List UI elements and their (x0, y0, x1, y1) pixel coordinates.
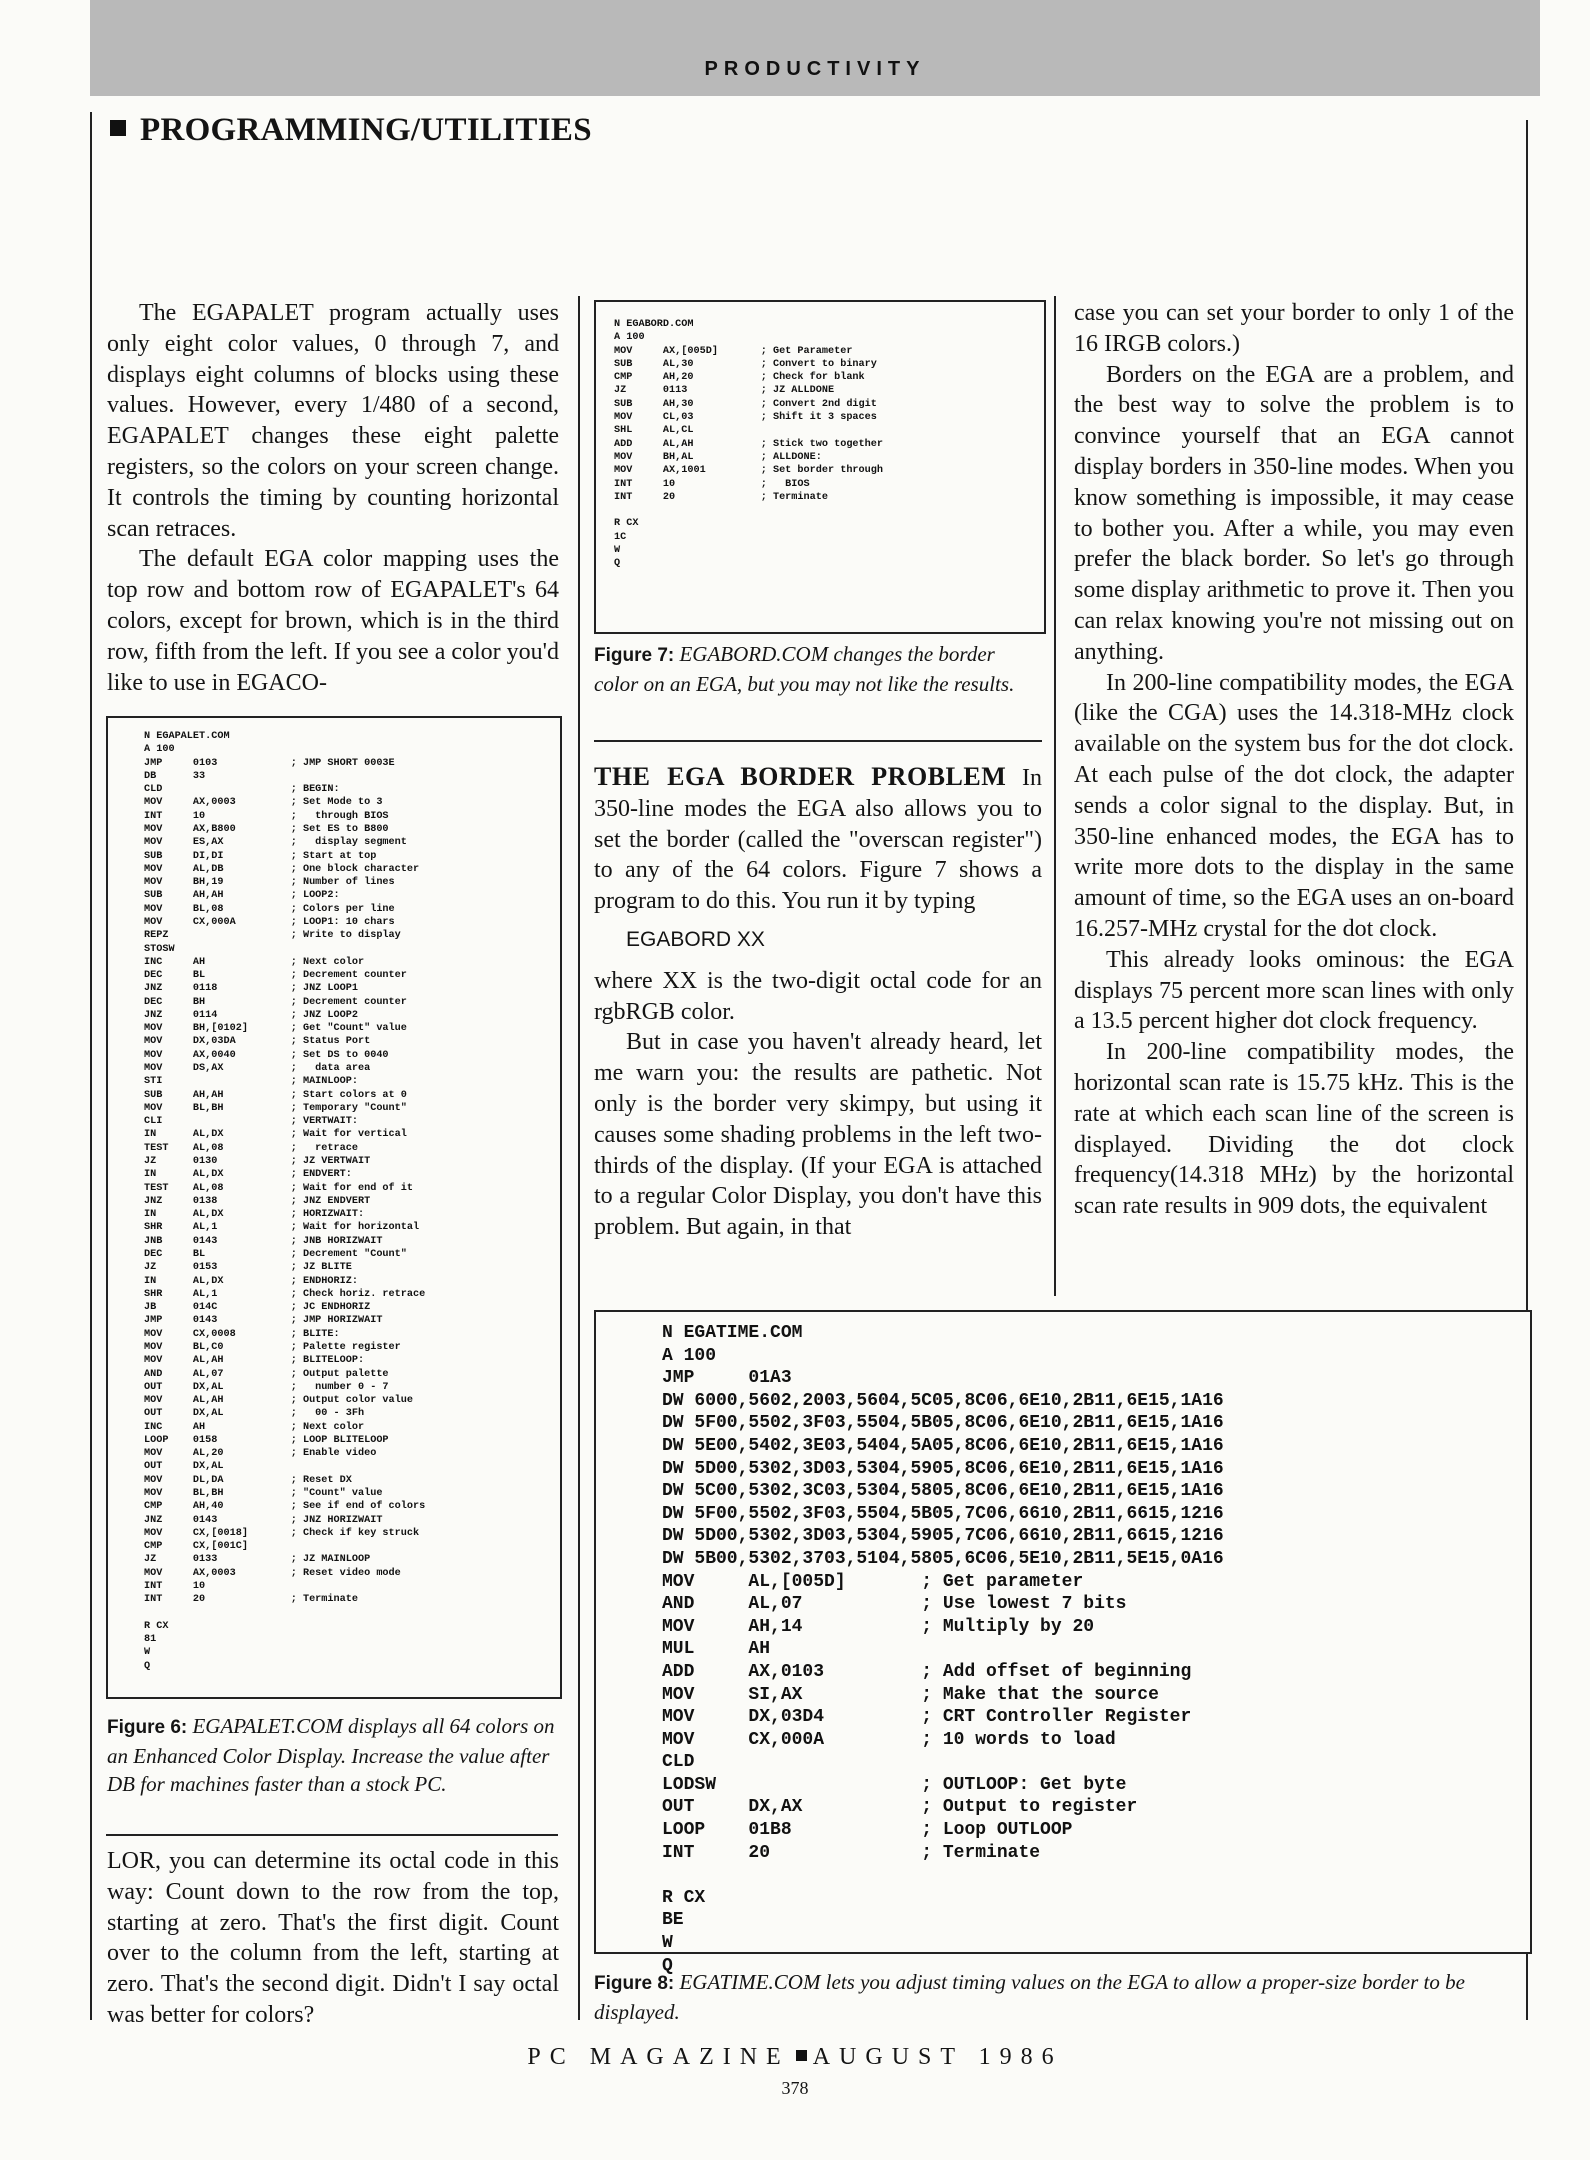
footer-issue-date: AUGUST 1986 (812, 2044, 1063, 2070)
left-frame-rule (90, 112, 92, 2020)
figure7-label: Figure 7: (594, 645, 675, 666)
column1-paragraph-2: The default EGA color mapping uses the top row and bottom row of EGAPALET's 64 colors, except for brown, which is in the third row, fifth from the left. If you see a color you'd like to use in EGACO- (107, 546, 559, 696)
column-divider-2 (1054, 296, 1056, 1296)
figure6-listing-box (106, 716, 562, 1699)
column1-bottom-text (107, 1846, 559, 2031)
section-title (110, 112, 592, 149)
figure7-caption (594, 640, 1042, 698)
column2-text (594, 762, 1042, 1243)
column1-paragraph-1: The EGAPALET program actually uses only eight color values, 0 through 7, and displays eight columns of blocks using these values. However, every 1/480 of a second, EGAPALET changes these eight palette registers, so the colors on your screen change. It controls the timing by counting horizontal scan retraces. (107, 300, 559, 542)
ega-border-problem-subhead: THE EGA BORDER PROBLEM (594, 762, 1007, 791)
column3-paragraph-1: case you can set your border to only 1 of the 16 IRGB colors.) (1074, 300, 1514, 357)
column2-paragraph-2: where XX is the two-digit octal code for an rgbRGB color. (594, 967, 1042, 1025)
column1-paragraph-3: LOR, you can determine its octal code in this way: Count down to the row from the top, starting at zero. That's the first digit. Count over to the column from the left, starting at zero. That's the second digit. Didn't I say octal was better for colors? (107, 1848, 559, 2028)
figure8-code: N EGATIME.COM A 100 JMP 01A3 DW 6000,5602,2003,5604,5C05,8C06,6E10,2B11,6E15,1A16 DW 5F00,5502,3F03,5504,5B05,8C06,6E10,2B11,6E15,1A16 DW 5E00,5402,3E03,5404,5A05,8C06,6E10,2B11,6E15,1A16 DW 5D00,5302,3D03,5304,5905,8C06,6E10,2B11,6E15,1A16 DW 5C00,5302,3C03,5304,5805,8C06,6E10,2B11,6E15,1A16 DW 5F00,5502,3F03,5504,5B05,7C06,6610,2B11,6615,1216 DW 5D00,5302,3D03,5304,5905,7C06,6610,2B11,6615,1216 DW 5B00,5302,3703,5104,5805,6C06,5E10,2B11,5E15,0A16 MOV AL,[005D] ; Get parameter AND AL,07 ; Use lowest 7 bits MOV AH,14 ; Multiply by 20 MUL AH ADD AX,0103 ; Add offset of beginning MOV SI,AX ; Make that the source MOV DX,03D4 ; CRT Controller Register MOV CX,000A ; 10 words to load CLD LODSW ; OUTLOOP: Get byte OUT DX,AX ; Output to register LOOP 01B8 ; Loop OUTLOOP INT 20 ; Terminate R CX BE W Q (662, 1323, 1224, 1976)
figure6-code: N EGAPALET.COM A 100 JMP 0103 ; JMP SHORT 0003E DB 33 CLD ; BEGIN: MOV AX,0003 ; Set Mode to 3 INT 10 ; through BIOS MOV AX,B800 ; Set ES to B800 MOV ES,AX ; display segment SUB DI,DI ; Start at top MOV AL,DB ; One block character MOV BH,19 ; Number of lines SUB AH,AH ; LOOP2: MOV BL,08 ; Colors per line MOV CX,000A ; LOOP1: 10 chars REPZ ; Write to display STOSW INC AH ; Next color DEC BL ; Decrement counter JNZ 0118 ; JNZ LOOP1 DEC BH ; Decrement counter JNZ 0114 ; JNZ LOOP2 MOV BH,[0102] ; Get "Count" value MOV DX,03DA ; Status Port MOV AX,0040 ; Set DS to 0040 MOV DS,AX ; data area STI ; MAINLOOP: SUB AH,AH ; Start colors at 0 MOV BL,BH ; Temporary "Count" CLI ; VERTWAIT: IN AL,DX ; Wait for vertical TEST AL,08 ; retrace JZ 0130 ; JZ VERTWAIT IN AL,DX ; ENDVERT: TEST AL,08 ; Wait for end of it JNZ 0138 ; JNZ ENDVERT IN AL,DX ; HORIZWAIT: SHR AL,1 ; Wait for horizontal JNB 0143 ; JNB HORIZWAIT DEC BL ; Decrement "Count" JZ 0153 ; JZ BLITE IN AL,DX ; ENDHORIZ: SHR AL,1 ; Check horiz. retrace JB 014C ; JC ENDHORIZ JMP 0143 ; JMP HORIZWAIT MOV CX,0008 ; BLITE: MOV BL,C0 ; Palette register MOV AL,AH ; BLITELOOP: AND AL,07 ; Output palette OUT DX,AL ; number 0 - 7 MOV AL,AH ; Output color value OUT DX,AL ; 00 - 3Fh INC AH ; Next color LOOP 0158 ; LOOP BLITELOOP MOV AL,20 ; Enable video OUT DX,AL MOV DL,DA ; Reset DX MOV BL,BH ; "Count" value CMP AH,40 ; See if end of colors JNZ 0143 ; JNZ HORIZWAIT MOV CX,[0018] ; Check if key struck CMP CX,[001C] JZ 0133 ; JZ MAINLOOP MOV AX,0003 ; Reset video mode INT 10 INT 20 ; Terminate R CX 81 W Q (144, 731, 426, 1672)
column3-paragraph-2: Borders on the EGA are a problem, and the best way to solve the problem is to convince yourself that an EGA cannot display borders in 350-line modes. When you know something is impossible, it may cease to bother you. After a while, you may even prefer the black border. So let's go through some display arithmetic to prove it. Then you can relax knowing you're not missing out on anything. (1074, 361, 1514, 665)
figure8-caption-text: EGATIME.COM lets you adjust timing values on the EGA to allow a proper-size border to be displayed. (594, 1970, 1465, 2024)
page-number: 378 (781, 2078, 809, 2098)
figure7-caption-text: EGABORD.COM changes the border color on an EGA, but you may not like the results. (594, 642, 1015, 696)
egabord-command-example: EGABORD XX (626, 927, 765, 951)
footer-magazine-name: PC MAGAZINE (527, 2044, 790, 2070)
footer-bullet-icon (796, 2050, 807, 2061)
column1-top-text (107, 298, 559, 698)
figure7-code: N EGABORD.COM A 100 MOV AX,[005D] ; Get Parameter SUB AL,30 ; Convert to binary CMP AH,20 ; Check for blank JZ 0113 ; JZ ALLDONE SUB AH,30 ; Convert 2nd digit MOV CL,03 ; Shift it 3 spaces SHL AL,CL ADD AL,AH ; Stick two together MOV BH,AL ; ALLDONE: MOV AX,1001 ; Set border through INT 10 ; BIOS INT 20 ; Terminate R CX 1C W Q (614, 319, 883, 570)
column-divider-1 (578, 296, 580, 2020)
figure8-caption (594, 1968, 1528, 2026)
figure7-listing-box (594, 300, 1046, 634)
section-title-text: PROGRAMMING/UTILITIES (140, 112, 592, 148)
column2-paragraph-3: But in case you haven't already heard, let me warn you: the results are pathetic. Not only is the border very skimpy, but using it causes some shading problems in the left two-thirds of the display. (If your EGA is attached to a regular Color Display, you don't have this problem. But again, in that (594, 1029, 1042, 1241)
column3-paragraph-5: In 200-line compatibility modes, the horizontal scan rate is 15.75 kHz. This is the rate at which each scan line of the screen is displayed. Dividing the dot clock frequency(14.318 MHz) by the horizontal scan rate results in 909 dots, the equivalent (1074, 1039, 1514, 1220)
figure8-listing-box (594, 1310, 1532, 1976)
page-header-band (90, 0, 1540, 96)
figure8-label: Figure 8: (594, 1973, 675, 1994)
figure6-caption (107, 1712, 559, 1798)
page-footer (0, 2044, 1590, 2071)
column2-paragraph-1 (594, 762, 1042, 917)
column3-text (1074, 298, 1514, 1222)
header-section-label: PRODUCTIVITY (704, 58, 926, 80)
column3-paragraph-3: In 200-line compatibility modes, the EGA (like the CGA) uses the 14.318-MHz clock available on the system bus for the dot clock. At each pulse of the dot clock, the adapter sends a color signal to the display. But, in 350-line enhanced modes, the EGA has to write more dots to the display in the same amount of time, so the EGA uses an on-board 16.257-MHz crystal for the dot clock. (1074, 669, 1514, 942)
bullet-square-icon (110, 120, 126, 136)
figure6-caption-text: EGAPALET.COM displays all 64 colors on an Enhanced Color Display. Increase the value after DB for machines faster than a stock PC. (107, 1714, 555, 1796)
figure6-caption-rule (106, 1834, 558, 1836)
figure6-label: Figure 6: (107, 1717, 188, 1738)
figure7-caption-rule (594, 740, 1042, 742)
column3-paragraph-4: This already looks ominous: the EGA displays 75 percent more scan lines with only a 13.5 percent higher dot clock frequency. (1074, 946, 1514, 1035)
column2-paragraph-1-text: In 350-line modes the EGA also allows you to set the border (called the "overscan register") to any of the 64 colors. Figure 7 shows a program to do this. You run it by typing (594, 765, 1042, 915)
